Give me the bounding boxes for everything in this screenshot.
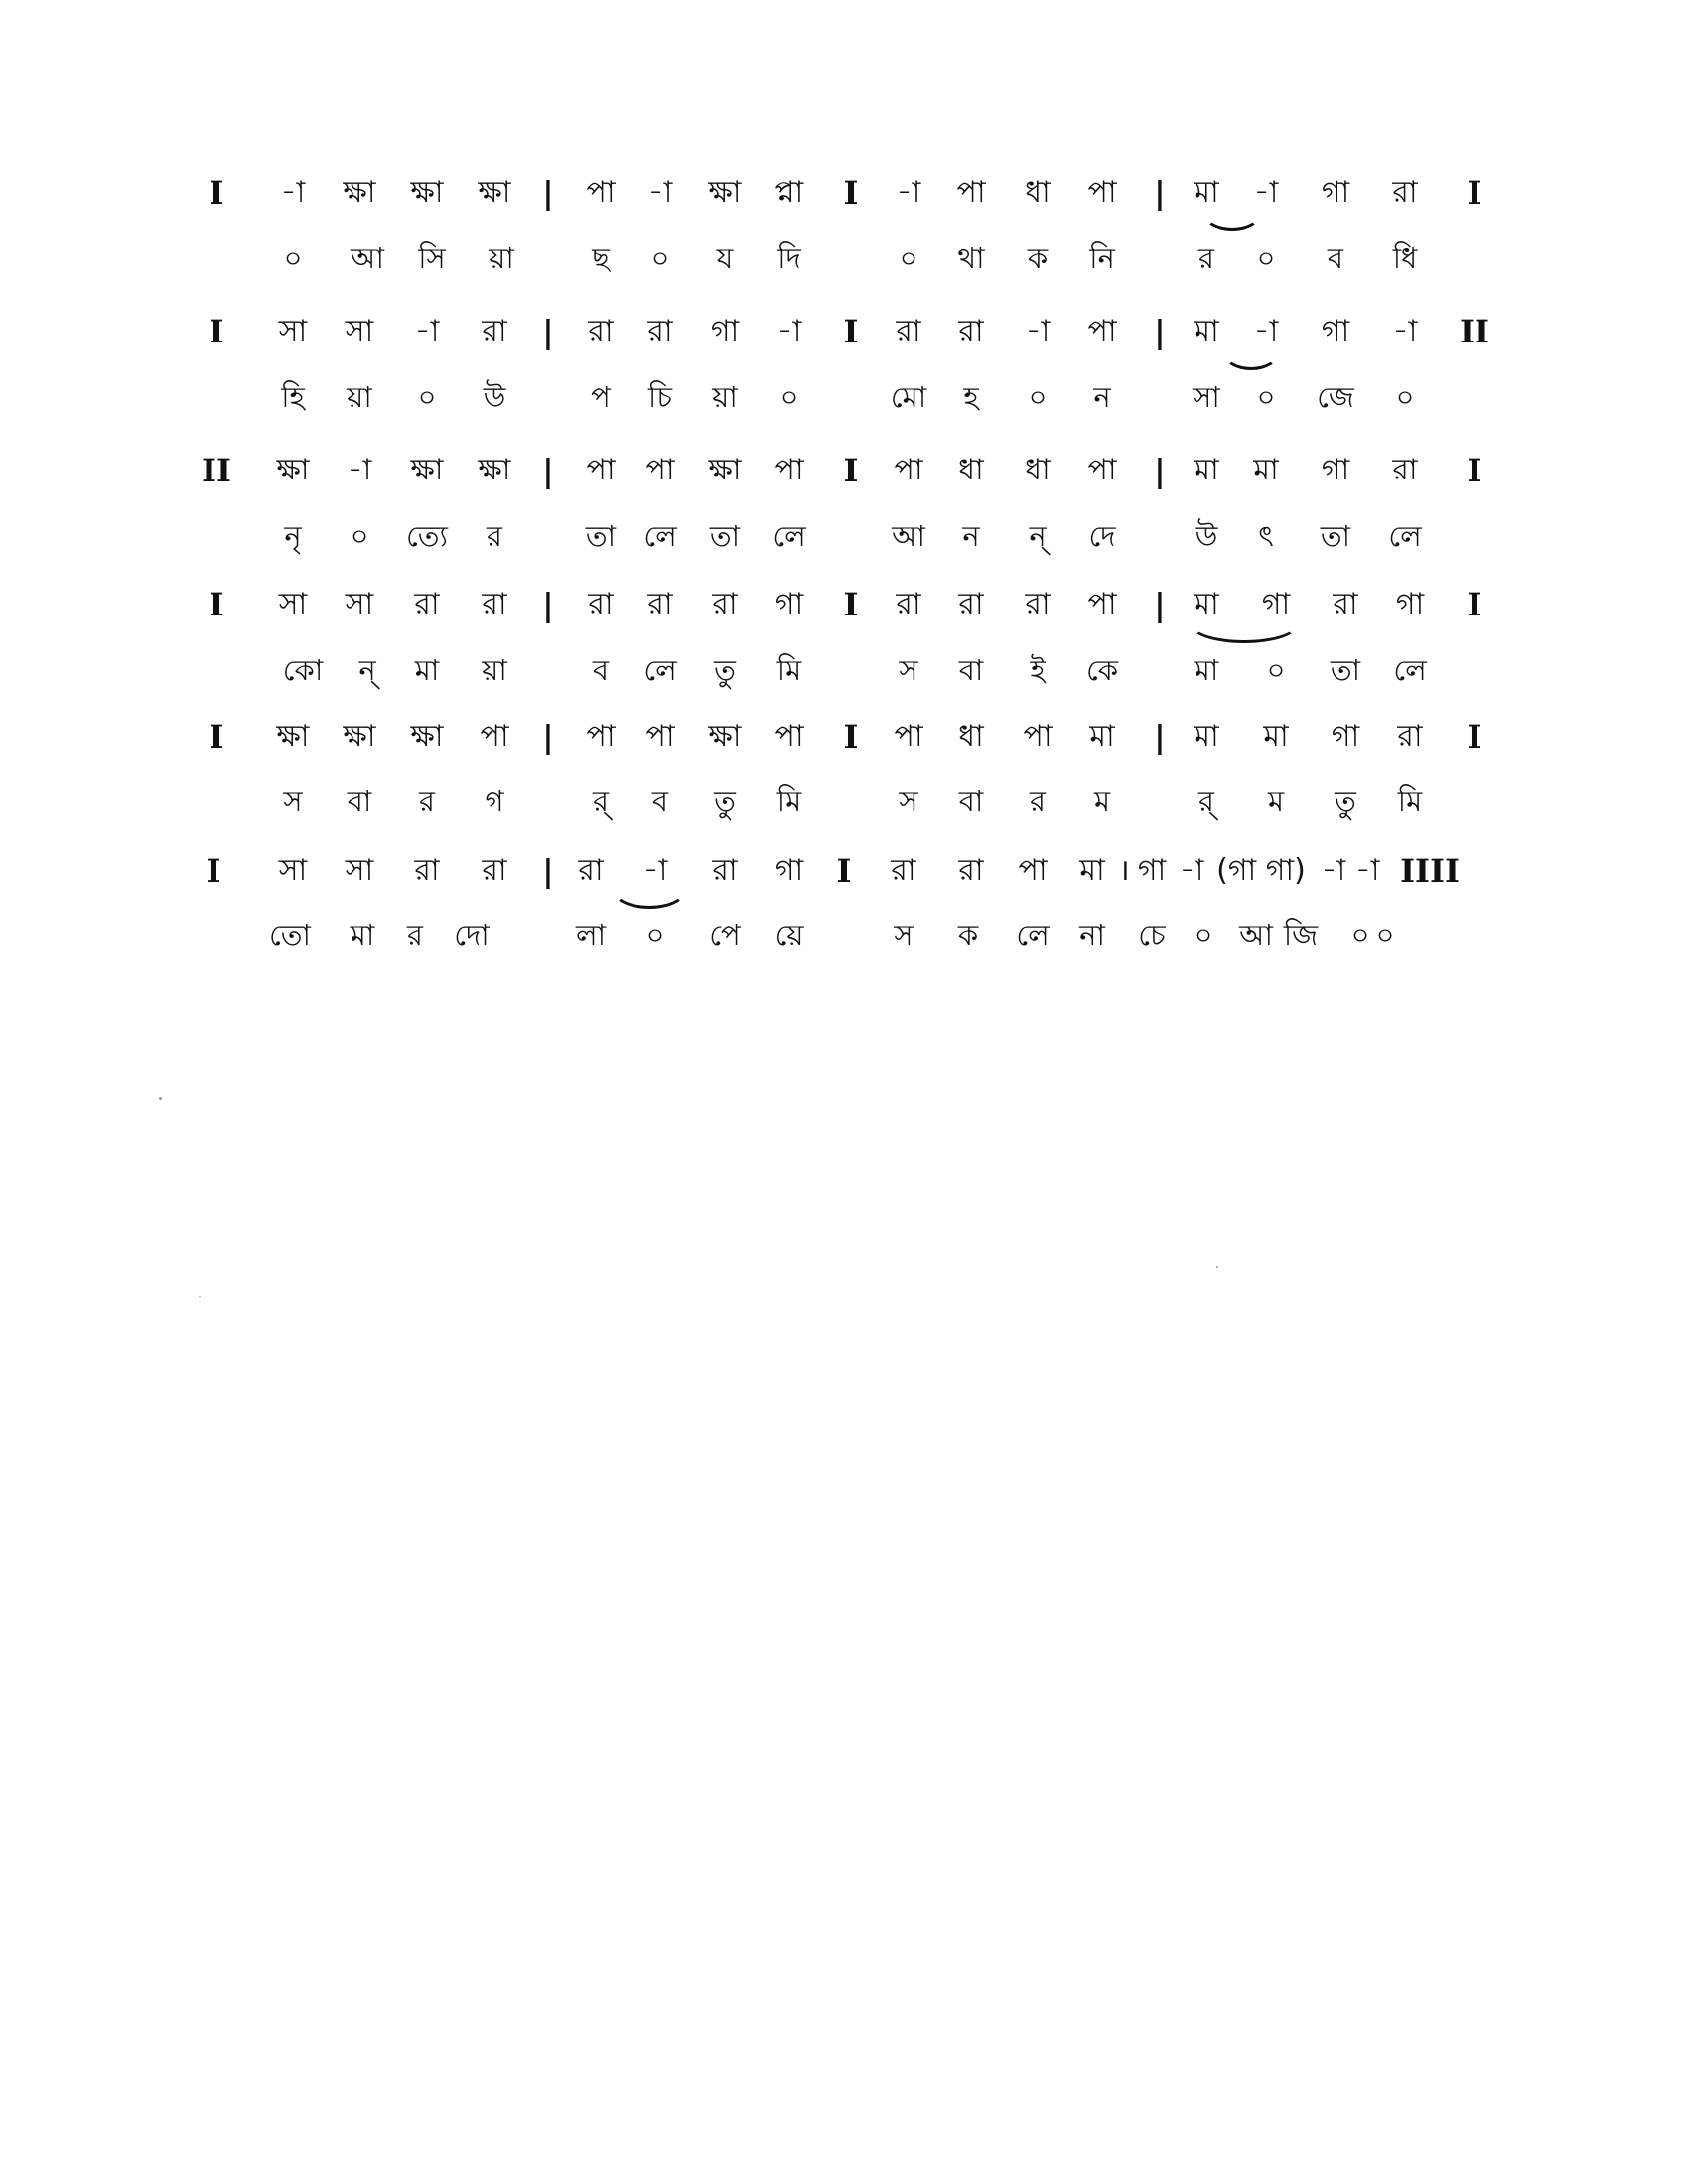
note: গা xyxy=(774,587,804,621)
lyric-syllable: লে xyxy=(1388,519,1422,553)
lyric-syllable: ০ xyxy=(1395,380,1415,414)
note: গা xyxy=(1137,853,1167,887)
lyric-syllable: র xyxy=(407,918,423,952)
note: পা xyxy=(1087,175,1117,209)
barline: I xyxy=(1467,452,1482,489)
lyric-syllable: লে xyxy=(1016,918,1050,952)
note: পা xyxy=(586,453,616,487)
lyric-syllable: মি xyxy=(776,784,802,818)
final-barline: IIII xyxy=(1400,852,1460,889)
lyric-syllable: দো xyxy=(454,918,490,952)
note: সা xyxy=(345,587,374,621)
note: -া xyxy=(642,853,668,887)
lyric-syllable: ০ xyxy=(350,519,369,553)
lyric-syllable: তু xyxy=(714,653,736,687)
lyric-syllable: ন xyxy=(962,519,980,553)
note: রা xyxy=(482,853,507,887)
barline: I xyxy=(843,313,859,350)
note: -া xyxy=(1392,314,1418,348)
note: মা xyxy=(1263,719,1289,753)
lyric-syllable: লে xyxy=(1393,653,1427,687)
note: -া xyxy=(414,314,440,348)
note: গা xyxy=(1321,453,1350,487)
barline: | xyxy=(542,852,554,889)
lyric-syllable: ০ xyxy=(779,380,799,414)
lyric-syllable: ছ xyxy=(592,241,610,275)
note: গা xyxy=(1321,175,1350,209)
lyric-syllable: ৎ xyxy=(1258,519,1274,553)
lyric-syllable: মি xyxy=(1397,784,1423,818)
double-barline: II xyxy=(1460,313,1489,350)
lyric-syllable: ০ xyxy=(1256,380,1276,414)
lyric-syllable: মা xyxy=(1194,653,1219,687)
lyric-syllable: উ xyxy=(1195,519,1218,553)
barline: | xyxy=(1154,586,1166,623)
system-5-lyrics xyxy=(0,779,1688,839)
note: ধা xyxy=(1025,453,1051,487)
note: -া xyxy=(1179,853,1204,887)
note: ক্ষা xyxy=(343,175,376,209)
lyric-syllable: ক xyxy=(957,918,979,952)
note: -া xyxy=(896,175,921,209)
system-4-lyrics xyxy=(0,648,1688,708)
barline: I xyxy=(209,586,224,623)
lyric-syllable: ন্ xyxy=(1029,519,1047,553)
barline: | xyxy=(1154,313,1166,350)
note: সা xyxy=(278,853,308,887)
lyric-syllable: য xyxy=(716,241,734,275)
note: পা xyxy=(956,175,986,209)
note: পা xyxy=(1087,453,1117,487)
lyric-syllable: হি xyxy=(281,380,305,414)
lyric-syllable: মা xyxy=(350,918,375,952)
lyric-syllable: চি xyxy=(648,380,672,414)
note: রা xyxy=(578,853,604,887)
lyric-syllable: ব xyxy=(1327,241,1344,275)
note: রা xyxy=(588,314,614,348)
note: -া xyxy=(647,175,673,209)
lyric-syllable: ০ xyxy=(899,241,918,275)
lyric-syllable: য়া xyxy=(347,380,372,414)
lyric-syllable: লে xyxy=(643,653,677,687)
note: প্না xyxy=(774,175,804,209)
lyric-syllable: য়া xyxy=(712,380,738,414)
note: ক্ষা xyxy=(276,719,310,753)
note: -া -া xyxy=(1321,853,1380,887)
note: ধা xyxy=(958,719,984,753)
barline: I xyxy=(209,313,224,350)
note: পা xyxy=(480,719,509,753)
lyric-syllable: ই xyxy=(1030,653,1046,687)
note: রা xyxy=(482,314,507,348)
lyric-syllable: ০ xyxy=(1350,918,1370,952)
note: মা xyxy=(1194,587,1219,621)
barline: I xyxy=(843,452,859,489)
lyric-syllable: র xyxy=(1030,784,1046,818)
lyric-syllable: তা xyxy=(709,519,741,553)
double-barline: II xyxy=(202,452,231,489)
barline: I xyxy=(1467,718,1482,755)
lyric-syllable: ম xyxy=(1093,784,1111,818)
lyric-syllable: স xyxy=(899,784,918,818)
barline: I xyxy=(206,852,221,889)
slur-mark xyxy=(1188,622,1301,643)
note: মা xyxy=(1194,314,1219,348)
note: পা xyxy=(774,453,804,487)
lyric-syllable: র xyxy=(487,519,502,553)
lyric-syllable: তো xyxy=(269,918,311,952)
note: পা xyxy=(586,719,616,753)
lyric-syllable: ০ xyxy=(645,918,665,952)
note: রা xyxy=(896,314,921,348)
lyric-syllable: না xyxy=(1079,918,1105,952)
note: -া xyxy=(1253,314,1279,348)
lyric-syllable: ক xyxy=(1027,241,1049,275)
lyric-syllable: লে xyxy=(643,519,677,553)
lyric-syllable: ০ xyxy=(1266,653,1286,687)
note: রা xyxy=(1397,719,1423,753)
lyric-syllable: ত্যে xyxy=(406,519,448,553)
lyric-syllable: বা xyxy=(347,784,372,818)
lyric-syllable: ম xyxy=(1267,784,1285,818)
note: ক্ষা xyxy=(478,175,511,209)
lyric-syllable: ০ xyxy=(1194,918,1213,952)
note: রা xyxy=(958,853,984,887)
note: ক্ষা xyxy=(276,453,310,487)
lyric-syllable: আ xyxy=(1239,918,1273,952)
barline: I xyxy=(209,718,224,755)
lyric-syllable: ০ xyxy=(1256,241,1276,275)
note: ক্ষা xyxy=(478,453,511,487)
lyric-syllable: মা xyxy=(414,653,440,687)
barline: I xyxy=(836,852,852,889)
barline: I xyxy=(1467,586,1482,623)
note: পা xyxy=(586,175,616,209)
lyric-syllable: র xyxy=(419,784,435,818)
note: মা xyxy=(1079,853,1105,887)
barline: I xyxy=(843,174,859,211)
system-6-lyrics xyxy=(0,913,1688,973)
lyric-syllable: ০ xyxy=(283,241,303,275)
lyric-syllable: য়া xyxy=(489,241,514,275)
lyric-syllable: হ xyxy=(963,380,979,414)
lyric-syllable: লে xyxy=(773,519,806,553)
note: রা xyxy=(647,587,673,621)
note: রা xyxy=(712,587,738,621)
lyric-syllable: সি xyxy=(418,241,446,275)
note: ক্ষা xyxy=(410,719,444,753)
note: পা xyxy=(1087,314,1117,348)
lyric-syllable: তু xyxy=(714,784,736,818)
lyric-syllable: সা xyxy=(1193,380,1220,414)
note: রা xyxy=(414,853,440,887)
lyric-syllable: ০ xyxy=(650,241,670,275)
note: মা xyxy=(1194,719,1219,753)
barline: | xyxy=(1154,718,1166,755)
note: ক্ষা xyxy=(410,453,444,487)
note: রা xyxy=(1392,453,1418,487)
lyric-syllable: পে xyxy=(709,918,741,952)
barline: I xyxy=(843,586,859,623)
note: সা xyxy=(278,587,308,621)
note: -া xyxy=(280,175,306,209)
lyric-syllable: তা xyxy=(585,519,617,553)
lyric-syllable: ধি xyxy=(1392,241,1418,275)
lyric-syllable: তা xyxy=(1320,519,1351,553)
note: ধা xyxy=(1025,175,1051,209)
lyric-syllable: ন্ xyxy=(358,653,376,687)
lyric-syllable: ব xyxy=(651,784,669,818)
lyric-syllable: জি xyxy=(1283,918,1319,952)
lyric-syllable: র xyxy=(1198,241,1214,275)
note: গা xyxy=(1331,719,1360,753)
lyric-syllable: দি xyxy=(777,241,801,275)
system-5-notes xyxy=(0,715,1688,774)
note: -া xyxy=(1253,175,1279,209)
barline: I xyxy=(843,718,859,755)
note: ক্ষা xyxy=(708,175,742,209)
lyric-syllable: ০ xyxy=(1028,380,1048,414)
barline: I xyxy=(209,174,224,211)
lyric-syllable: নি xyxy=(1089,241,1115,275)
note: মা xyxy=(1253,453,1279,487)
lyric-syllable: লা xyxy=(575,918,607,952)
barline: | xyxy=(1154,174,1166,211)
scan-speck xyxy=(159,1097,162,1100)
note: সা xyxy=(345,853,374,887)
lyric-syllable: আ xyxy=(351,241,384,275)
system-3-notes xyxy=(0,449,1688,508)
lyric-syllable: কে xyxy=(1085,653,1119,687)
lyric-syllable: ০ xyxy=(417,380,437,414)
note-group: (গা গা) xyxy=(1216,853,1306,887)
note: গা xyxy=(1395,587,1425,621)
lyric-syllable: গ xyxy=(485,784,504,818)
note: পা xyxy=(1087,587,1117,621)
lyric-syllable: য়ে xyxy=(774,918,804,952)
scan-speck xyxy=(199,1296,201,1297)
lyric-syllable: মো xyxy=(890,380,927,414)
slur-mark xyxy=(1223,353,1279,370)
note: পা xyxy=(1023,719,1053,753)
lyric-syllable: তা xyxy=(1330,653,1361,687)
lyric-syllable: আ xyxy=(892,519,925,553)
note: পা xyxy=(645,453,675,487)
lyric-syllable: মি xyxy=(776,653,802,687)
note: ক্ষা xyxy=(343,719,376,753)
note: রা xyxy=(1333,587,1358,621)
note: পা xyxy=(1018,853,1048,887)
note: রা xyxy=(482,587,507,621)
lyric-syllable: নৃ xyxy=(284,519,302,553)
system-6-notes xyxy=(0,849,1688,908)
barline: | xyxy=(542,452,554,489)
note: গা xyxy=(1321,314,1350,348)
note: গা xyxy=(1261,587,1291,621)
barline: | xyxy=(1154,452,1166,489)
system-2-lyrics xyxy=(0,375,1688,435)
note: পা xyxy=(774,719,804,753)
note: মা xyxy=(1194,175,1219,209)
barline: | xyxy=(542,313,554,350)
note: ধা xyxy=(958,453,984,487)
note: ক্ষা xyxy=(708,453,742,487)
lyric-syllable: য়া xyxy=(482,653,507,687)
lyric-syllable: উ xyxy=(483,380,506,414)
note: ক্ষা xyxy=(708,719,742,753)
slur-mark xyxy=(1203,214,1261,231)
note: পা xyxy=(894,719,923,753)
note: গা xyxy=(710,314,740,348)
lyric-syllable: র্ xyxy=(1198,784,1214,818)
barline: I xyxy=(1467,174,1482,211)
lyric-syllable: তু xyxy=(1335,784,1356,818)
note: -া xyxy=(1025,314,1051,348)
note: রা xyxy=(891,853,916,887)
note: রা xyxy=(588,587,614,621)
system-3-lyrics xyxy=(0,514,1688,574)
lyric-syllable: জে xyxy=(1317,380,1354,414)
barline: | xyxy=(542,586,554,623)
lyric-syllable: কো xyxy=(282,653,324,687)
barline: | xyxy=(542,174,554,211)
lyric-syllable: বা xyxy=(958,653,984,687)
note: সা xyxy=(345,314,374,348)
lyric-syllable: ব xyxy=(592,653,610,687)
note-separator: । xyxy=(1118,853,1130,887)
lyric-syllable: বা xyxy=(958,784,984,818)
system-4-notes xyxy=(0,583,1688,642)
lyric-syllable: র্ xyxy=(593,784,609,818)
note: -া xyxy=(347,453,372,487)
system-1-lyrics xyxy=(0,236,1688,296)
lyric-syllable: ০ xyxy=(1375,918,1395,952)
note: গা xyxy=(774,853,804,887)
note: রা xyxy=(958,587,984,621)
lyric-syllable: স xyxy=(283,784,303,818)
lyric-syllable: চে xyxy=(1138,918,1166,952)
note: রা xyxy=(1392,175,1418,209)
note: -া xyxy=(776,314,802,348)
note: ক্ষা xyxy=(410,175,444,209)
note: রা xyxy=(647,314,673,348)
lyric-syllable: স xyxy=(894,918,914,952)
lyric-syllable: প xyxy=(591,380,611,414)
note: রা xyxy=(958,314,984,348)
barline: | xyxy=(542,718,554,755)
slur-mark xyxy=(611,888,688,909)
system-1-notes xyxy=(0,171,1688,230)
note: মা xyxy=(1194,453,1219,487)
lyric-syllable: থা xyxy=(957,241,985,275)
note: পা xyxy=(894,453,923,487)
lyric-syllable: দে xyxy=(1088,519,1116,553)
note: রা xyxy=(1025,587,1051,621)
system-2-notes xyxy=(0,310,1688,369)
note: রা xyxy=(712,853,738,887)
note: রা xyxy=(414,587,440,621)
note: রা xyxy=(896,587,921,621)
lyric-syllable: ন xyxy=(1093,380,1111,414)
note: মা xyxy=(1089,719,1115,753)
note: পা xyxy=(645,719,675,753)
note: সা xyxy=(278,314,308,348)
lyric-syllable: স xyxy=(899,653,918,687)
scan-speck xyxy=(1216,1266,1218,1268)
